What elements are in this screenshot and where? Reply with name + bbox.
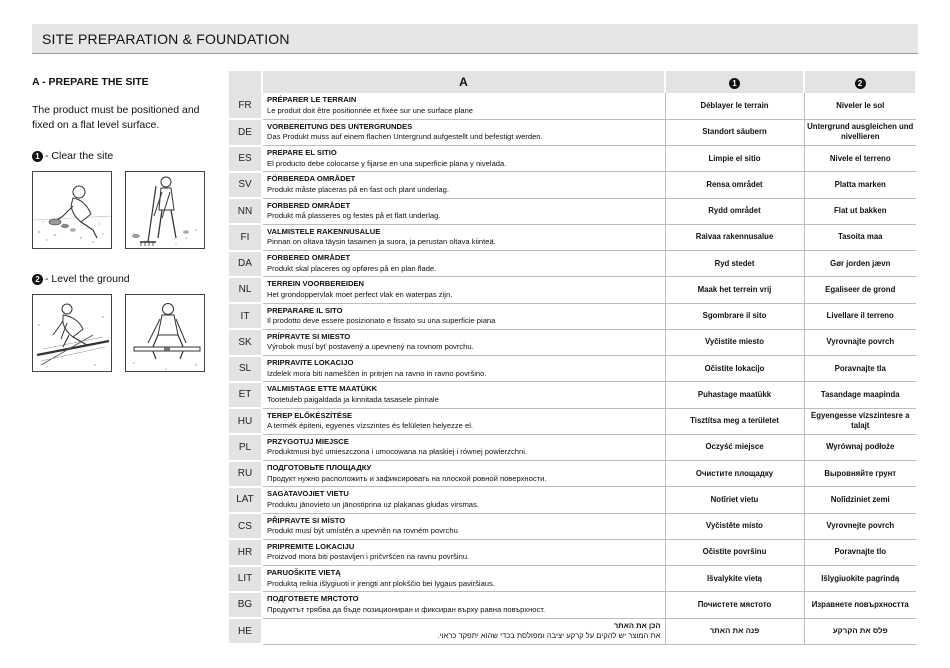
instruction-title: SAGATAVOJIET VIETU: [267, 489, 349, 499]
header-number-1: 1: [729, 78, 740, 89]
instruction-cell: [262, 461, 665, 487]
instruction-title: TEREP ELŐKÉSZÍTÉSE: [267, 410, 353, 420]
step-1-translation: Očistite lokacijo: [665, 356, 804, 382]
spirit-level-worker-icon: [126, 295, 205, 372]
table-row: [229, 329, 916, 355]
instruction-title: PREPARE EL SITIO: [267, 148, 337, 158]
instruction-cell: [262, 592, 665, 618]
step-2-translation: Poravnajte tlo: [804, 539, 916, 565]
language-code: SL: [229, 356, 262, 382]
language-code: HU: [229, 408, 262, 434]
step-1-translation: Déblayer le terrain: [665, 93, 804, 119]
level-ground-illustration-1: [32, 294, 112, 372]
header-code-cell: [229, 71, 262, 93]
step-2-translation: Выровняйте грунт: [804, 461, 916, 487]
table-row: [229, 198, 916, 224]
step-1-translation: Standort säubern: [665, 119, 804, 145]
step-2-translation: Poravnajte tla: [804, 356, 916, 382]
header-col1: [665, 71, 804, 93]
table-row: [229, 277, 916, 303]
language-code: BG: [229, 592, 262, 618]
step-2-translation: Egyengesse vízszintesre a talajt: [804, 408, 916, 434]
instruction-text: Das Produkt muss auf einem flachen Untergrund aufgestellt und befestigt werden.: [267, 132, 543, 142]
instruction-cell: [262, 198, 665, 224]
instruction-cell: [262, 539, 665, 565]
instruction-title: FORBERED OMRÅDET: [267, 200, 351, 210]
instruction-title: הכן את האתר: [613, 620, 661, 630]
step-2-translation: Tasoita maa: [804, 224, 916, 250]
language-code: HR: [229, 539, 262, 565]
table-row: [229, 303, 916, 329]
step-1-translation: Почистете мястото: [665, 592, 804, 618]
table-row: [229, 251, 916, 277]
step-1-translation: Očistite površinu: [665, 539, 804, 565]
instruction-cell: [262, 356, 665, 382]
step-2-translation: Gør jorden jævn: [804, 251, 916, 277]
language-code: LAT: [229, 487, 262, 513]
step-1-translation: Vyčistite miesto: [665, 329, 804, 355]
language-code: DA: [229, 251, 262, 277]
instruction-cell: [262, 329, 665, 355]
step-1-translation: Tisztítsa meg a területet: [665, 408, 804, 434]
step-2-translation: Platta marken: [804, 172, 916, 198]
step-2-translation: Изравнете повърхността: [804, 592, 916, 618]
table-row: [229, 93, 916, 119]
step-2-translation: Išlygiuokite pagrindą: [804, 566, 916, 592]
instruction-title: PRÍPRAVTE SI MIESTO: [267, 331, 351, 341]
language-code: HE: [229, 618, 262, 644]
instruction-text: Produkt skal placeres og opføres på en plan flade.: [267, 263, 437, 273]
instruction-text: Produktmusi być umieszczona i umocowana na płaskiej i równej powierzchni.: [267, 447, 527, 457]
language-code: FI: [229, 224, 262, 250]
language-code: NN: [229, 198, 262, 224]
instruction-cell: [262, 93, 665, 119]
intro-text: The product must be positioned and fixed on a flat level surface.: [32, 104, 200, 131]
instruction-text: Het grondoppervlak moet perfect vlak en waterpas zijn.: [267, 289, 453, 299]
instruction-text: Продукт нужно расположить и зафиксировать на плоской ровной поверхности.: [267, 473, 547, 483]
leveling-worker-icon: [33, 295, 112, 372]
step-number-1: 1: [32, 151, 43, 162]
instruction-text: Produkt musí být umístěn a upevněn na rovném povrchu: [267, 526, 458, 536]
header-col2: [804, 71, 916, 93]
instruction-title: PREPARARE IL SITO: [267, 305, 343, 315]
table-row: [229, 434, 916, 460]
step-2-translation: Vyrovnajte povrch: [804, 329, 916, 355]
instruction-title: FORBERED OMRÅDET: [267, 253, 351, 263]
step-1-text: - Clear the site: [45, 150, 114, 162]
table-row: [229, 566, 916, 592]
instruction-title: PRIPREMITE LOKACIJU: [267, 541, 355, 551]
step-2-translation: Untergrund ausgleichen und nivellieren: [804, 119, 916, 145]
header-bar: [32, 24, 918, 54]
instruction-title: FÖRBEREDA OMRÅDET: [267, 174, 356, 184]
table-row: [229, 119, 916, 145]
instruction-text: Izdelek mora biti nameščen in pritrjen na ravno in ravno površino.: [267, 368, 487, 378]
language-code: RU: [229, 461, 262, 487]
instruction-cell: [262, 303, 665, 329]
step-2-translation: Nivele el terreno: [804, 146, 916, 172]
step-2-translation: Tasandage maapinda: [804, 382, 916, 408]
language-code: PL: [229, 434, 262, 460]
table-row: [229, 146, 916, 172]
clear-site-illustration-2: [125, 171, 205, 249]
step-1-translation: Raivaa rakennusalue: [665, 224, 804, 250]
table-row: [229, 592, 916, 618]
table-header-row: [229, 71, 916, 93]
instruction-title: PRÉPARER LE TERRAIN: [267, 95, 357, 105]
instruction-title: VALMISTAGE ETTE MAATÜKK: [267, 384, 378, 394]
language-code: ES: [229, 146, 262, 172]
step-1-translation: Oczyść miejsce: [665, 434, 804, 460]
step-1-translation: Rydd området: [665, 198, 804, 224]
instruction-text: Produktu jānovieto un jānostiprina uz plakanas gludas virsmas.: [267, 499, 479, 509]
step-2-translation: Flat ut bakken: [804, 198, 916, 224]
step-number-2: 2: [32, 274, 43, 285]
instruction-text: Tootetuleb paigaldada ja kinnitada tasasele pinnale: [267, 394, 439, 404]
language-code: CS: [229, 513, 262, 539]
instruction-text: Produkt må plasseres og festes på et flatt underlag.: [267, 211, 441, 221]
step-2-translation: Niveler le sol: [804, 93, 916, 119]
instruction-text: את המוצר יש להקים על קרקע יציבה ומפולסת בכדי שהוא יתפקד כראוי.: [437, 631, 661, 641]
step-2-translation: Nolīdziniet zemi: [804, 487, 916, 513]
kneeling-worker-icon: [33, 172, 112, 249]
instruction-cell: [262, 382, 665, 408]
step-2-text: - Level the ground: [45, 273, 130, 285]
table-row: [229, 408, 916, 434]
step-2-translation: Egaliseer de grond: [804, 277, 916, 303]
instruction-cell: [262, 172, 665, 198]
step-1-translation: Limpie el sitio: [665, 146, 804, 172]
language-code: NL: [229, 277, 262, 303]
step-2-translation: Vyrovnejte povrch: [804, 513, 916, 539]
language-code: IT: [229, 303, 262, 329]
table-row: [229, 356, 916, 382]
instruction-text: Proizvod mora biti postavljen i pričvršćen na ravnu površinu.: [267, 552, 470, 562]
language-code: SK: [229, 329, 262, 355]
instruction-title: PRIPRAVITE LOKACIJO: [267, 358, 354, 368]
instruction-text: El producto debe colocarse y fijarse en una superficie plana y nivelada.: [267, 158, 507, 168]
instruction-cell: [262, 618, 665, 644]
table-row: [229, 487, 916, 513]
instruction-cell: [262, 146, 665, 172]
instruction-cell: [262, 487, 665, 513]
instruction-title: VALMISTELE RAKENNUSALUE: [267, 226, 381, 236]
instruction-text: Le produit doit être positionnée et fixée sur une surface plane: [267, 105, 474, 115]
instruction-text: Produkt måste placeras på en fast och plant underlag.: [267, 184, 449, 194]
instruction-title: TERREIN VOORBEREIDEN: [267, 279, 365, 289]
level-ground-illustration-2: [125, 294, 205, 372]
instruction-cell: [262, 513, 665, 539]
instruction-title: ПОДГОТОВЬТЕ ПЛОЩАДКУ: [267, 463, 372, 473]
step-1-translation: Maak het terrein vrij: [665, 277, 804, 303]
step-1-translation: Notīriet vietu: [665, 487, 804, 513]
instruction-cell: [262, 277, 665, 303]
step-1-translation: Puhastage maatükk: [665, 382, 804, 408]
header-number-2: 2: [855, 78, 866, 89]
step-1-translation: פנה את האתר: [665, 618, 804, 644]
step-1-label: [32, 150, 113, 162]
instruction-text: Продуктът трябва да бъде позициониран и фиксиран върху равна повърхност.: [267, 604, 546, 614]
table-row: [229, 224, 916, 250]
instruction-text: Výrobok musí byť postavený a upevnený na rovnom povrchu.: [267, 342, 474, 352]
step-1-translation: Išvalykite vietą: [665, 566, 804, 592]
instruction-title: PŘIPRAVTE SI MÍSTO: [267, 515, 346, 525]
instruction-text: A termék épiteni, egyenes vízszintes és felületen helyezze el.: [267, 421, 473, 431]
instruction-cell: [262, 408, 665, 434]
step-2-translation: Livellare il terreno: [804, 303, 916, 329]
table-row: [229, 513, 916, 539]
table-row: [229, 618, 916, 644]
instruction-cell: [262, 119, 665, 145]
step-2-translation: פלס את הקרקע: [804, 618, 916, 644]
step-1-translation: Vyčistěte místo: [665, 513, 804, 539]
table-row: [229, 461, 916, 487]
section-title: A - PREPARE THE SITE: [32, 76, 149, 88]
instruction-text: Pinnan on oltava täysin tasainen ja suora, ja perustan oltava kiinteä.: [267, 237, 496, 247]
page-title: SITE PREPARATION & FOUNDATION: [42, 31, 290, 47]
instruction-title: VORBEREITUNG DES UNTERGRUNDES: [267, 121, 413, 131]
language-code: SV: [229, 172, 262, 198]
instruction-title: ПОДГОТВЕТЕ МЯСТОТО: [267, 594, 359, 604]
instruction-text: Produktą reikia išlygiuoti ir įrengti ant plokščio bei lygaus paviršiaus.: [267, 578, 495, 588]
raking-worker-icon: [126, 172, 205, 249]
instruction-cell: [262, 434, 665, 460]
step-2-translation: Wyrównaj podłoże: [804, 434, 916, 460]
step-1-translation: Sgombrare il sito: [665, 303, 804, 329]
language-code: DE: [229, 119, 262, 145]
language-code: ET: [229, 382, 262, 408]
instruction-text: Il prodotto deve essere posizionato e fissato su una superficie piana: [267, 316, 496, 326]
instruction-title: PRZYGOTUJ MIEJSCE: [267, 436, 349, 446]
language-code: FR: [229, 93, 262, 119]
clear-site-illustration-1: [32, 171, 112, 249]
translation-table: [229, 71, 917, 645]
language-code: LIT: [229, 566, 262, 592]
table-row: [229, 172, 916, 198]
table-row: [229, 382, 916, 408]
step-1-translation: Очистите площадку: [665, 461, 804, 487]
instruction-title: PARUOŠKITE VIETĄ: [267, 568, 341, 578]
instruction-cell: [262, 566, 665, 592]
step-1-translation: Rensa området: [665, 172, 804, 198]
step-1-translation: Ryd stedet: [665, 251, 804, 277]
table-row: [229, 539, 916, 565]
step-2-label: [32, 273, 130, 285]
header-a: A: [262, 71, 665, 93]
instruction-cell: [262, 224, 665, 250]
instruction-cell: [262, 251, 665, 277]
